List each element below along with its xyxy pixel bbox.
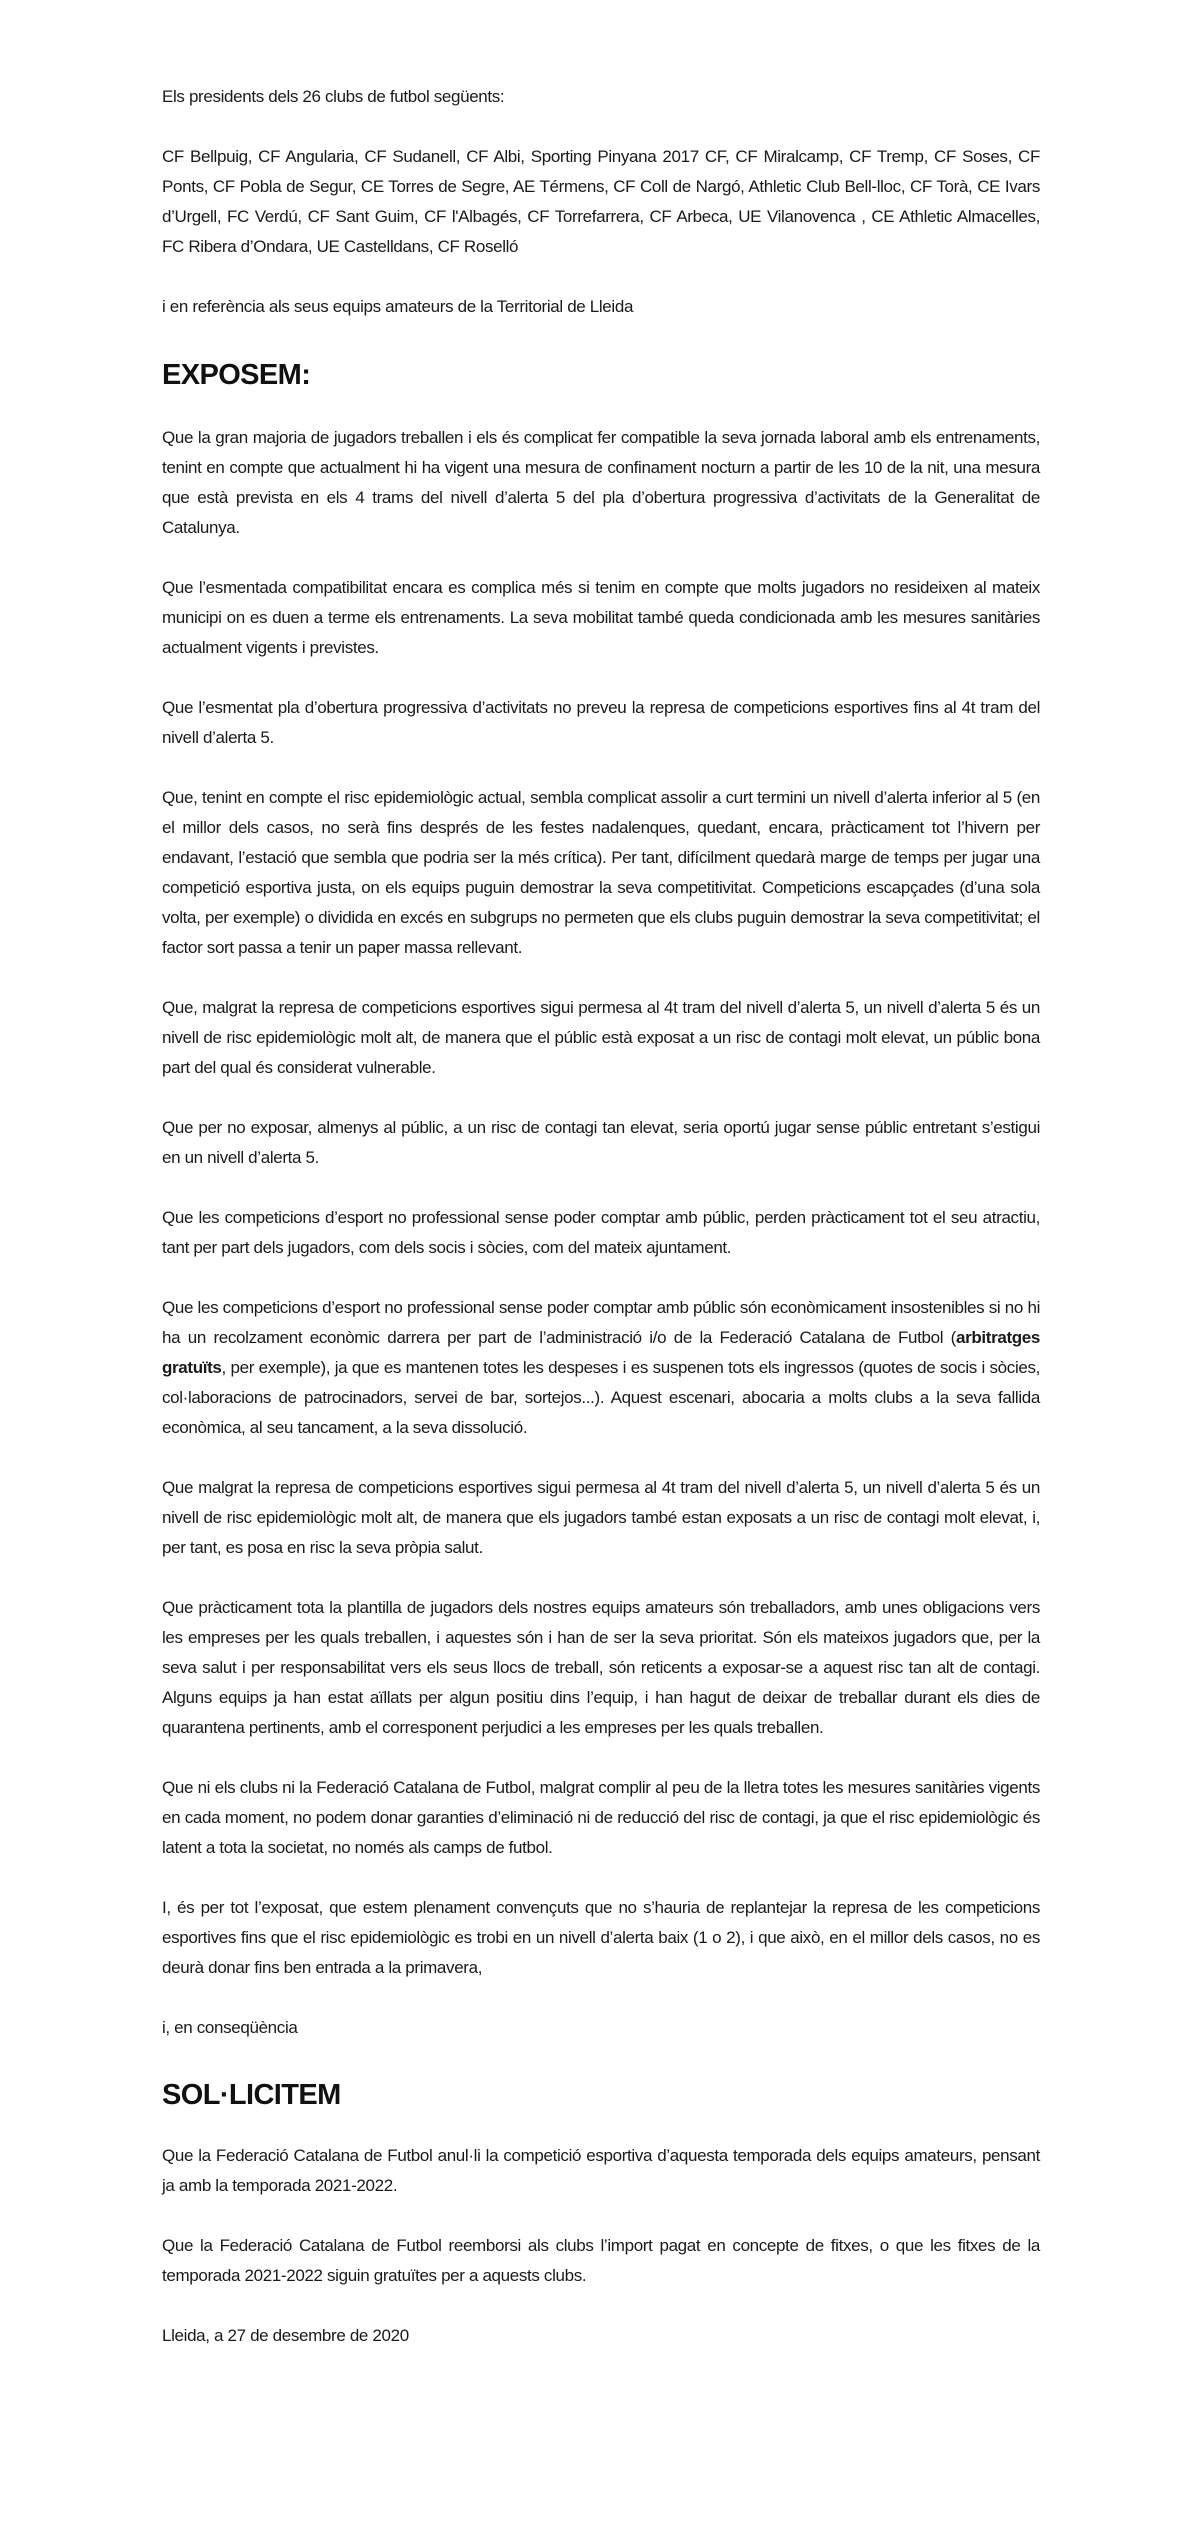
request-paragraph: Que la Federació Catalana de Futbol anul·li la competició esportiva d’aquesta temporada dels equips amateurs, pensant ja amb la temporada 2021-2022.	[162, 2146, 1040, 2195]
intro-line: Els presidents dels 26 clubs de futbol següents:	[162, 87, 505, 106]
exposem-paragraph: Que l’esmentat pla d’obertura progressiva d’activitats no preveu la represa de competicions esportives fins al 4t tram del nivell d’alerta 5.	[162, 698, 1040, 747]
date-line: Lleida, a 27 de desembre de 2020	[162, 2326, 409, 2345]
exposem-paragraph: Que, tenint en compte el risc epidemiològic actual, sembla complicat assolir a curt termini un nivell d’alerta inferior al 5 (en el millor dels casos, no serà fins després de les festes nadalenques, quedant, encara, pràcticament tot l’hivern per endavant, l’estació que sembla que podria ser la més crítica). Per tant, difícilment quedarà marge de temps per jugar una competició esportiva justa, on els equips puguin demostrar la seva competitivitat. Competicions escapçades (d’una sola volta, per exemple) o dividida en excés en subgrups no permeten que els clubs puguin demostrar la seva competitivitat; el factor sort passa a tenir un paper massa rellevant.	[162, 788, 1040, 957]
exposem-heading: EXPOSEM:	[162, 359, 311, 391]
exposem-paragraph: Que ni els clubs ni la Federació Catalana de Futbol, malgrat complir al peu de la lletra totes les mesures sanitàries vigents en cada moment, no podem donar garanties d’eliminació ni de reducció del risc de contagi, ja que el risc epidemiològic és latent a tota la societat, no només als camps de futbol.	[162, 1778, 1040, 1857]
econ-text-after: , per exemple), ja que es mantenen totes les despeses i es suspenen tots els ingressos (quotes de socis i sòcies, col·laboracions de patrocinadors, servei de bar, sortejos...). Aquest escenari, abocaria a molts clubs a la seva fallida econòmica, al seu tancament, a la seva dissolució.	[162, 1358, 1040, 1437]
request-paragraph: Que la Federació Catalana de Futbol reemborsi als clubs l’import pagat en concepte de fitxes, o que les fitxes de la temporada 2021-2022 siguin gratuïtes per a aquests clubs.	[162, 2236, 1040, 2285]
exposem-paragraph: Que malgrat la represa de competicions esportives sigui permesa al 4t tram del nivell d’alerta 5, un nivell d’alerta 5 és un nivell de risc epidemiològic molt alt, de manera que els jugadors també estan exposats a un risc de contagi molt elevat, i, per tant, es posa en risc la seva pròpia salut.	[162, 1478, 1040, 1557]
reference-line: i en referència als seus equips amateurs de la Territorial de Lleida	[162, 297, 634, 316]
exposem-conclusion: I, és per tot l’exposat, que estem plenament convençuts que no s’hauria de replantejar la represa de les competicions esportives fins que el risc epidemiològic es trobi en un nivell d’alerta baix (1 o 2), i que això, en el millor dels casos, no es deurà donar fins ben entrada a la primavera,	[162, 1898, 1040, 1977]
exposem-paragraph: Que per no exposar, almenys al públic, a un risc de contagi tan elevat, seria oportú jugar sense públic entretant s’estigui en un nivell d’alerta 5.	[162, 1118, 1040, 1167]
consequence-line: i, en conseqüència	[162, 2018, 298, 2037]
sollicitem-heading: SOL·LICITEM	[162, 2079, 341, 2111]
clubs-list: CF Bellpuig, CF Angularia, CF Sudanell, CF Albi, Sporting Pinyana 2017 CF, CF Miralcamp, CF Tremp, CF Soses, CF Ponts, CF Pobla de Segur, CE Torres de Segre, AE Térmens, CF Coll de Nargó, Athletic Club Bell-lloc, CF Torà, CE Ivars d’Urgell, FC Verdú, CF Sant Guim, CF l'Albagés, CF Torrefarrera, CF Arbeca, UE Vilanovenca , CE Athletic Almacelles, FC Ribera d’Ondara, UE Castelldans, CF Roselló	[162, 147, 1040, 256]
econ-text-before: Que les competicions d’esport no professional sense poder comptar amb públic són econòmicament insostenibles si no hi ha un recolzament econòmic darrera per part de l’administració i/o de la Federació Catalana de Futbol (	[162, 1298, 1040, 1347]
letter-document	[162, 82, 1040, 2351]
exposem-paragraph: Que, malgrat la represa de competicions esportives sigui permesa al 4t tram del nivell d’alerta 5, un nivell d’alerta 5 és un nivell de risc epidemiològic molt alt, de manera que el públic està exposat a un risc de contagi molt elevat, un públic bona part del qual és considerat vulnerable.	[162, 998, 1040, 1077]
exposem-paragraph-economic	[162, 1293, 1040, 1443]
exposem-paragraph: Que la gran majoria de jugadors treballen i els és complicat fer compatible la seva jornada laboral amb els entrenaments, tenint en compte que actualment hi ha vigent una mesura de confinament nocturn a partir de les 10 de la nit, una mesura que està prevista en els 4 trams del nivell d’alerta 5 del pla d’obertura progressiva d’activitats de la Generalitat de Catalunya.	[162, 428, 1040, 537]
exposem-paragraph: Que l’esmentada compatibilitat encara es complica més si tenim en compte que molts jugadors no resideixen al mateix municipi on es duen a terme els entrenaments. La seva mobilitat també queda condicionada amb les mesures sanitàries actualment vigents i previstes.	[162, 578, 1040, 657]
exposem-paragraph: Que les competicions d’esport no professional sense poder comptar amb públic, perden pràcticament tot el seu atractiu, tant per part dels jugadors, com dels socis i sòcies, com del mateix ajuntament.	[162, 1208, 1040, 1257]
econ-bold-phrase: arbitratges gratuïts	[162, 1328, 1040, 1377]
exposem-paragraph: Que pràcticament tota la plantilla de jugadors dels nostres equips amateurs són treballadors, amb unes obligacions vers les empreses per les quals treballen, i aquestes són i han de ser la seva prioritat. Són els mateixos jugadors que, per la seva salut i per responsabilitat vers els seus llocs de treball, són reticents a exposar-se a aquest risc tan alt de contagi. Alguns equips ja han estat aïllats per algun positiu dins l’equip, i han hagut de deixar de treballar durant els dies de quarantena pertinents, amb el corresponent perjudici a les empreses per les quals treballen.	[162, 1598, 1040, 1737]
